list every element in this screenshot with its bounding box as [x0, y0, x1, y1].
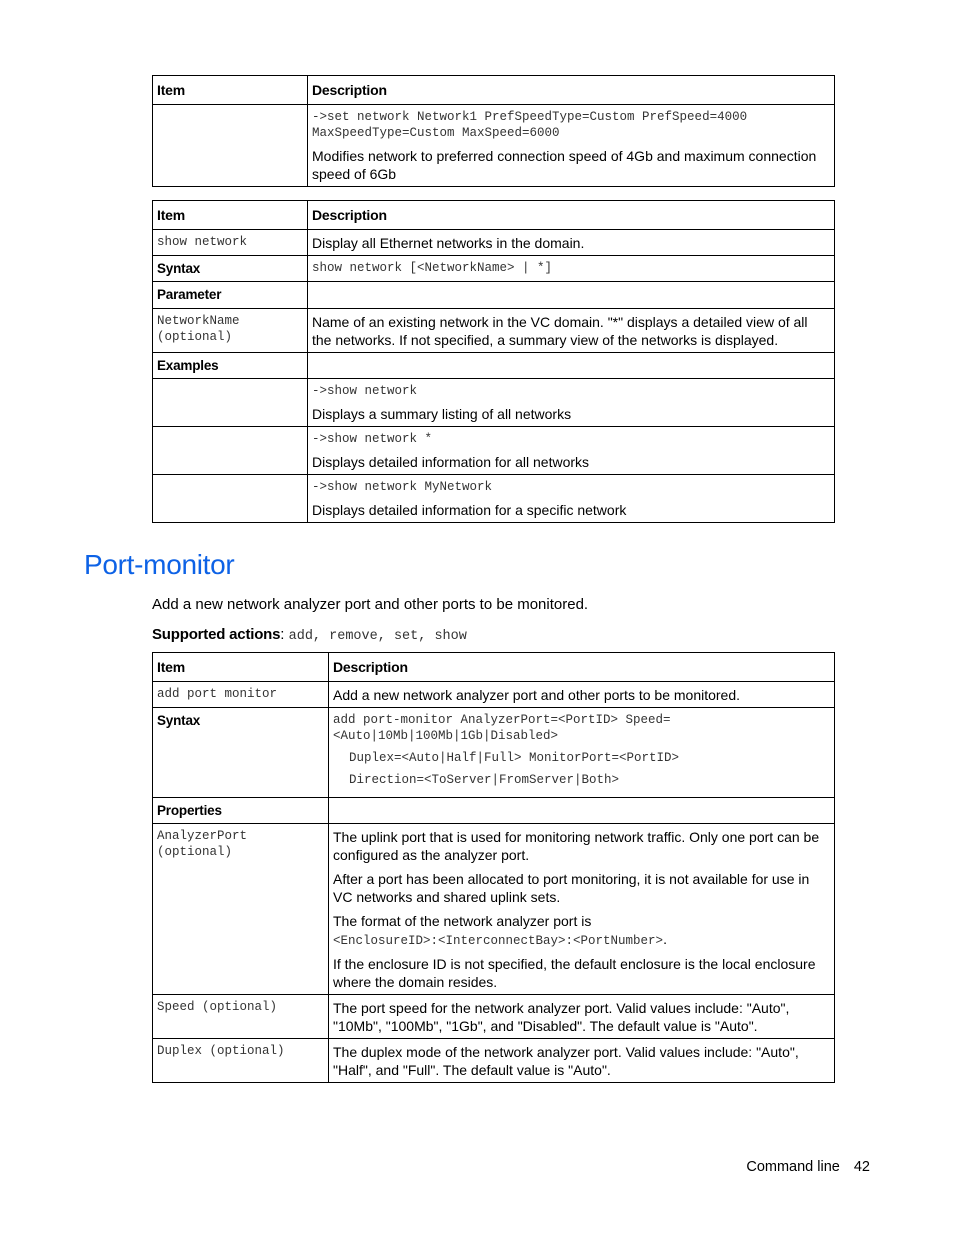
format-text: The format of the network analyzer port is: [333, 913, 592, 929]
example-code: ->show network: [312, 384, 418, 398]
examples-label: Examples: [153, 353, 308, 379]
supported-actions-label: Supported actions: [152, 626, 281, 643]
table-row: [153, 682, 835, 708]
example-code: ->set network Network1 PrefSpeedType=Custom PrefSpeed=4000 MaxSpeedType=Custom MaxSpeed=6000: [312, 110, 748, 140]
format-code: <EnclosureID>:<InterconnectBay>:<PortNumber>: [333, 934, 664, 948]
footer-section: Command line: [746, 1159, 840, 1175]
section-intro: Add a new network analyzer port and other ports to be monitored.: [152, 596, 589, 613]
table-row: [153, 230, 835, 256]
command-description: Display all Ethernet networks in the domain.: [308, 230, 835, 256]
table-row: [153, 1039, 835, 1083]
header-description: Description: [329, 653, 835, 682]
empty-cell: [308, 353, 835, 379]
syntax-label: Syntax: [153, 708, 329, 798]
example-text: Displays a summary listing of all networks: [312, 406, 572, 422]
property-description: The port speed for the network analyzer port. Valid values include: "Auto", "10Mb", "100Mb", "1Gb", and "Disabled". The default value is "Auto".: [329, 995, 835, 1039]
syntax-value: show network [<NetworkName> | *]: [308, 256, 835, 282]
command-name: add port monitor: [153, 682, 329, 708]
example-text: Modifies network to preferred connection speed of 4Gb and maximum connection speed of 6Gb: [312, 148, 817, 182]
property-name: Duplex (optional): [153, 1039, 329, 1083]
parameter-description: Name of an existing network in the VC domain. "*" displays a detailed view of all the networks. If not specified, a summary view of the networks is displayed.: [308, 309, 835, 353]
paragraph: After a port has been allocated to port monitoring, it is not available for use in VC networks and shared uplink sets.: [333, 871, 810, 905]
empty-cell: [153, 427, 308, 475]
header-description: Description: [308, 76, 835, 105]
empty-cell: [153, 379, 308, 427]
empty-cell: [153, 475, 308, 523]
properties-label: Properties: [153, 798, 329, 824]
syntax-value: [329, 708, 835, 798]
header-item: Item: [153, 76, 308, 105]
row-item-empty: [153, 105, 308, 187]
table-row: [153, 309, 835, 353]
example-cell: [308, 379, 835, 427]
property-description: [329, 824, 835, 995]
property-name: Speed (optional): [153, 995, 329, 1039]
table-row: [153, 995, 835, 1039]
example-cell: [308, 427, 835, 475]
paragraph: [333, 912, 830, 949]
table-row: [153, 475, 835, 523]
header-item: Item: [153, 201, 308, 230]
header-item: Item: [153, 653, 329, 682]
format-period: .: [663, 931, 667, 947]
syntax-line-3: Direction=<ToServer|FromServer|Both>: [349, 773, 620, 787]
table-row: [153, 708, 835, 798]
table-add-port-monitor: [152, 652, 835, 1083]
example-cell: [308, 475, 835, 523]
empty-cell: [329, 798, 835, 824]
syntax-line-1: add port-monitor AnalyzerPort=<PortID> Speed=<Auto|10Mb|100Mb|1Gb|Disabled>: [333, 713, 671, 743]
page-number: 42: [853, 1159, 870, 1175]
supported-actions-values: add, remove, set, show: [288, 629, 467, 644]
example-text: Displays detailed information for all networks: [312, 454, 590, 470]
table-header-row: [153, 76, 835, 105]
table-row: [153, 105, 835, 187]
syntax-line-2: Duplex=<Auto|Half|Full> MonitorPort=<PortID>: [349, 751, 680, 765]
example-code: ->show network MyNetwork: [312, 480, 493, 494]
empty-cell: [308, 282, 835, 309]
table-header-row: [153, 201, 835, 230]
parameter-label: Parameter: [153, 282, 308, 309]
command-name: show network: [153, 230, 308, 256]
table-row: [153, 427, 835, 475]
table-row: [153, 379, 835, 427]
example-text: Displays detailed information for a specific network: [312, 502, 627, 518]
example-code: ->show network *: [312, 432, 433, 446]
table-show-network: [152, 200, 835, 523]
supported-actions: [152, 626, 467, 645]
header-description: Description: [308, 201, 835, 230]
table-row: [153, 256, 835, 282]
table-row: [153, 353, 835, 379]
table-header-row: [153, 653, 835, 682]
property-name: AnalyzerPort (optional): [153, 824, 329, 995]
table-row: [153, 824, 835, 995]
property-description: The duplex mode of the network analyzer port. Valid values include: "Auto", "Half", and "Full". The default value is "Auto".: [329, 1039, 835, 1083]
syntax-label: Syntax: [153, 256, 308, 282]
section-title: Port-monitor: [84, 549, 235, 580]
supported-actions-colon: :: [280, 626, 285, 643]
page-footer: [746, 1159, 870, 1175]
table-row: [153, 798, 835, 824]
row-description: [308, 105, 835, 187]
parameter-name: NetworkName (optional): [153, 309, 308, 353]
paragraph: The uplink port that is used for monitoring network traffic. Only one port can be configured as the analyzer port.: [333, 829, 820, 863]
table-row: [153, 282, 835, 309]
command-description: Add a new network analyzer port and other ports to be monitored.: [329, 682, 835, 708]
paragraph: If the enclosure ID is not specified, the default enclosure is the local enclosure where the domain resides.: [333, 956, 816, 990]
table-set-network-example: [152, 75, 835, 187]
